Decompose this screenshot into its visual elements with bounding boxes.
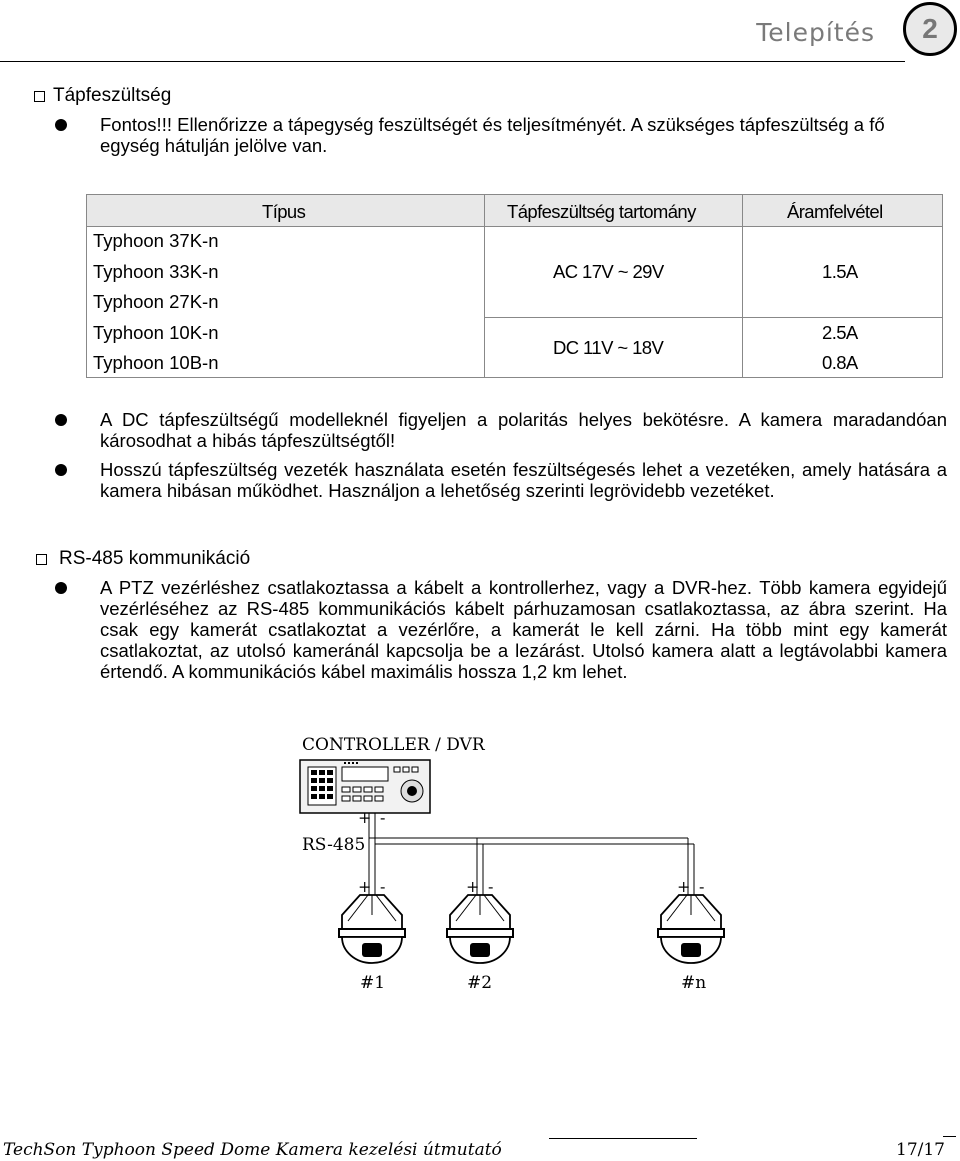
checkbox-icon xyxy=(34,91,45,102)
bullet-dc-polarity-text: A DC tápfeszültségű modelleknél figyeljen a polaritás helyes bekötésre. A kamera maradandóan károsodhat a hibás tápfeszültségtől! xyxy=(100,409,947,451)
camera-1-icon xyxy=(339,895,405,963)
section-heading-rs485-label: RS-485 kommunikáció xyxy=(59,548,251,569)
footer-rule-left xyxy=(549,1138,697,1139)
table-current-ac: 1.5A xyxy=(822,261,858,282)
section-heading-power-label: Tápfeszültség xyxy=(53,85,172,106)
camera-n-icon xyxy=(658,895,724,963)
camera-n-label: #n xyxy=(681,973,707,993)
bullet-dot-icon xyxy=(55,119,67,131)
table-model-37k: Typhoon 37K-n xyxy=(93,230,219,251)
bullet-long-cable-text: Hosszú tápfeszültség vezeték használata esetén feszültségesés lehet a vezetéken, amely hatására a kamera hibásan működhet. Használjon a lehetőség szerinti legrövidebb vezetéket. xyxy=(100,459,947,501)
diagram-controller-label: CONTROLLER / DVR xyxy=(302,735,485,755)
camera-1-label: #1 xyxy=(360,973,386,993)
controller-device-icon xyxy=(300,760,430,813)
cam2-plus-label: + xyxy=(466,877,480,896)
chapter-number-badge: 2 xyxy=(903,2,957,56)
bullet-dot-icon xyxy=(55,582,67,594)
bullet-rs485 xyxy=(55,577,947,682)
chapter-title: Telepítés xyxy=(756,18,875,47)
bus-label: RS-485 xyxy=(302,835,366,855)
footer-document-title: TechSon Typhoon Speed Dome Kamera kezelési útmutató xyxy=(3,1140,502,1160)
bullet-dot-icon xyxy=(55,414,67,426)
page-number: 17/17 xyxy=(896,1140,945,1160)
checkbox-icon xyxy=(36,554,47,565)
table-current-10b: 0.8A xyxy=(822,352,858,373)
section-heading-power xyxy=(34,85,171,107)
camn-minus-label: - xyxy=(699,877,705,896)
bullet-dot-icon xyxy=(55,464,67,476)
bullet-important-text: Fontos!!! Ellenőrizze a tápegység feszültségét és teljesítményét. A szükséges tápfeszültség a fő egység hátulján jelölve van. xyxy=(100,114,885,156)
camn-plus-label: + xyxy=(677,877,691,896)
camera-2-icon xyxy=(447,895,513,963)
cam1-minus-label: - xyxy=(380,877,386,896)
table-header-type: Típus xyxy=(262,201,306,222)
bullet-important xyxy=(55,114,945,156)
table-current-10k: 2.5A xyxy=(822,322,858,343)
cam2-minus-label: - xyxy=(488,877,494,896)
bus-plus-label: + xyxy=(358,808,372,827)
table-model-27k: Typhoon 27K-n xyxy=(93,291,219,312)
camera-2-label: #2 xyxy=(467,973,493,993)
footer-rule-right xyxy=(943,1136,956,1137)
bullet-dc-polarity xyxy=(55,409,947,451)
table-model-33k: Typhoon 33K-n xyxy=(93,261,219,282)
header-rule xyxy=(0,61,905,62)
table-model-10b: Typhoon 10B-n xyxy=(93,352,219,373)
table-header-current: Áramfelvétel xyxy=(787,201,883,222)
cam1-plus-label: + xyxy=(358,877,372,896)
table-voltage-ac: AC 17V ~ 29V xyxy=(553,261,664,282)
table-model-10k: Typhoon 10K-n xyxy=(93,322,219,343)
table-voltage-dc: DC 11V ~ 18V xyxy=(553,337,664,358)
table-header-voltage: Tápfeszültség tartomány xyxy=(507,201,696,222)
section-heading-rs485 xyxy=(36,548,250,570)
bus-minus-label: - xyxy=(380,808,386,827)
bullet-long-cable xyxy=(55,459,947,501)
bullet-rs485-text: A PTZ vezérléshez csatlakoztassa a kábelt a kontrollerhez, vagy a DVR-hez. Több kamera egyidejű vezérléséhez az RS-485 kommunikációs kábelt párhuzamosan csatlakoztassa, az ábra szerint. Ha csak egy kamerát csatlakoztat a vezérlőre, a kamerát le kell zárni. Ha több mint egy kamerát csatlakoztat, az utolsó kameránál kapcsolja be a lezárást. Utolsó kamera alatt a legtávolabbi kamera értendő. A kommunikációs kábel maximális hossza 1,2 km lehet. xyxy=(100,577,947,682)
